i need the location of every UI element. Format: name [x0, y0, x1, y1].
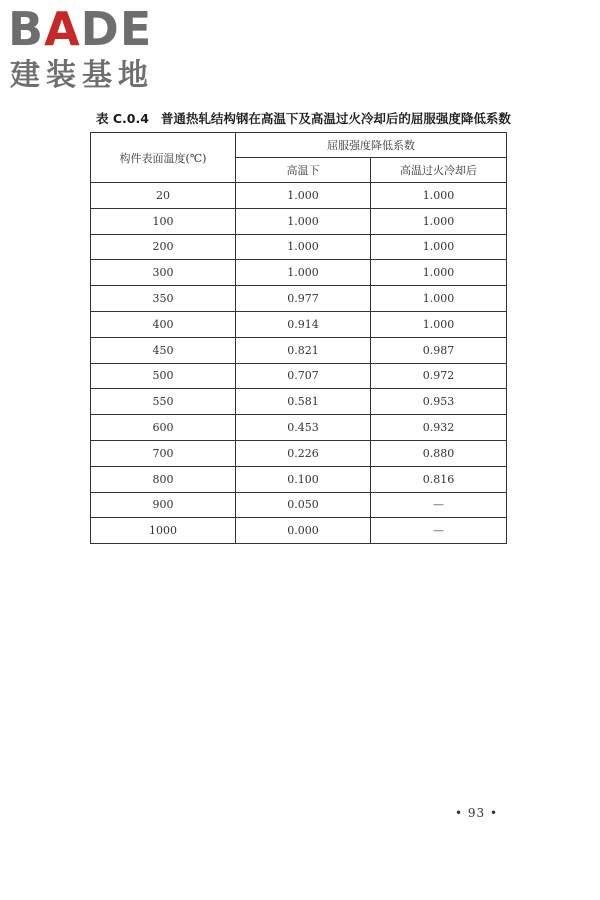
- cell-high-temp: 0.977: [236, 286, 371, 312]
- cell-high-temp: 0.100: [236, 466, 371, 492]
- logo-wordmark: BADE: [8, 2, 153, 56]
- cell-after-cooling: 1.000: [371, 208, 507, 234]
- table-row: [91, 286, 507, 312]
- table-row: [91, 183, 507, 209]
- cell-temperature: 700: [91, 440, 236, 466]
- cell-after-cooling: 0.816: [371, 466, 507, 492]
- cell-high-temp: 0.000: [236, 518, 371, 544]
- cell-after-cooling: —: [371, 492, 507, 518]
- table-row: [91, 234, 507, 260]
- cell-after-cooling: 0.932: [371, 415, 507, 441]
- table-body: [91, 183, 507, 544]
- header-after-cooling: 高温过火冷却后: [371, 158, 507, 183]
- header-yield-factor: 屈服强度降低系数: [236, 133, 507, 158]
- header-temperature: 构件表面温度(℃): [91, 133, 236, 183]
- table-row: [91, 208, 507, 234]
- table-row: [91, 337, 507, 363]
- cell-high-temp: 0.226: [236, 440, 371, 466]
- logo-subtitle: 建装基地: [10, 58, 154, 93]
- cell-temperature: 350: [91, 286, 236, 312]
- cell-temperature: 800: [91, 466, 236, 492]
- cell-after-cooling: 1.000: [371, 183, 507, 209]
- cell-high-temp: 0.707: [236, 363, 371, 389]
- cell-temperature: 550: [91, 389, 236, 415]
- cell-high-temp: 1.000: [236, 234, 371, 260]
- cell-after-cooling: 0.880: [371, 440, 507, 466]
- cell-after-cooling: 0.987: [371, 337, 507, 363]
- table-row: [91, 492, 507, 518]
- cell-after-cooling: 1.000: [371, 234, 507, 260]
- cell-temperature: 600: [91, 415, 236, 441]
- table-row: [91, 466, 507, 492]
- data-table: [90, 132, 507, 544]
- cell-temperature: 20: [91, 183, 236, 209]
- cell-after-cooling: 0.953: [371, 389, 507, 415]
- header-high-temp: 高温下: [236, 158, 371, 183]
- cell-high-temp: 1.000: [236, 208, 371, 234]
- cell-temperature: 450: [91, 337, 236, 363]
- table-row: [91, 518, 507, 544]
- table-row: [91, 260, 507, 286]
- table-row: [91, 415, 507, 441]
- cell-high-temp: 1.000: [236, 260, 371, 286]
- cell-temperature: 1000: [91, 518, 236, 544]
- cell-temperature: 100: [91, 208, 236, 234]
- cell-temperature: 200: [91, 234, 236, 260]
- cell-high-temp: 0.821: [236, 337, 371, 363]
- table-row: [91, 311, 507, 337]
- cell-after-cooling: —: [371, 518, 507, 544]
- cell-after-cooling: 0.972: [371, 363, 507, 389]
- table-caption: [96, 109, 536, 127]
- table-row: [91, 389, 507, 415]
- logo: [8, 4, 178, 100]
- cell-high-temp: 0.453: [236, 415, 371, 441]
- cell-after-cooling: 1.000: [371, 311, 507, 337]
- cell-temperature: 400: [91, 311, 236, 337]
- table-row: [91, 440, 507, 466]
- cell-high-temp: 0.581: [236, 389, 371, 415]
- table-row: [91, 363, 507, 389]
- cell-high-temp: 1.000: [236, 183, 371, 209]
- cell-after-cooling: 1.000: [371, 286, 507, 312]
- table-number: 表 C.0.4: [96, 111, 149, 126]
- cell-high-temp: 0.050: [236, 492, 371, 518]
- cell-temperature: 500: [91, 363, 236, 389]
- cell-high-temp: 0.914: [236, 311, 371, 337]
- page-number: • 93 •: [455, 806, 499, 820]
- cell-temperature: 300: [91, 260, 236, 286]
- table-title: 普通热轧结构钢在高温下及高温过火冷却后的屈服强度降低系数: [160, 111, 511, 126]
- cell-temperature: 900: [91, 492, 236, 518]
- cell-after-cooling: 1.000: [371, 260, 507, 286]
